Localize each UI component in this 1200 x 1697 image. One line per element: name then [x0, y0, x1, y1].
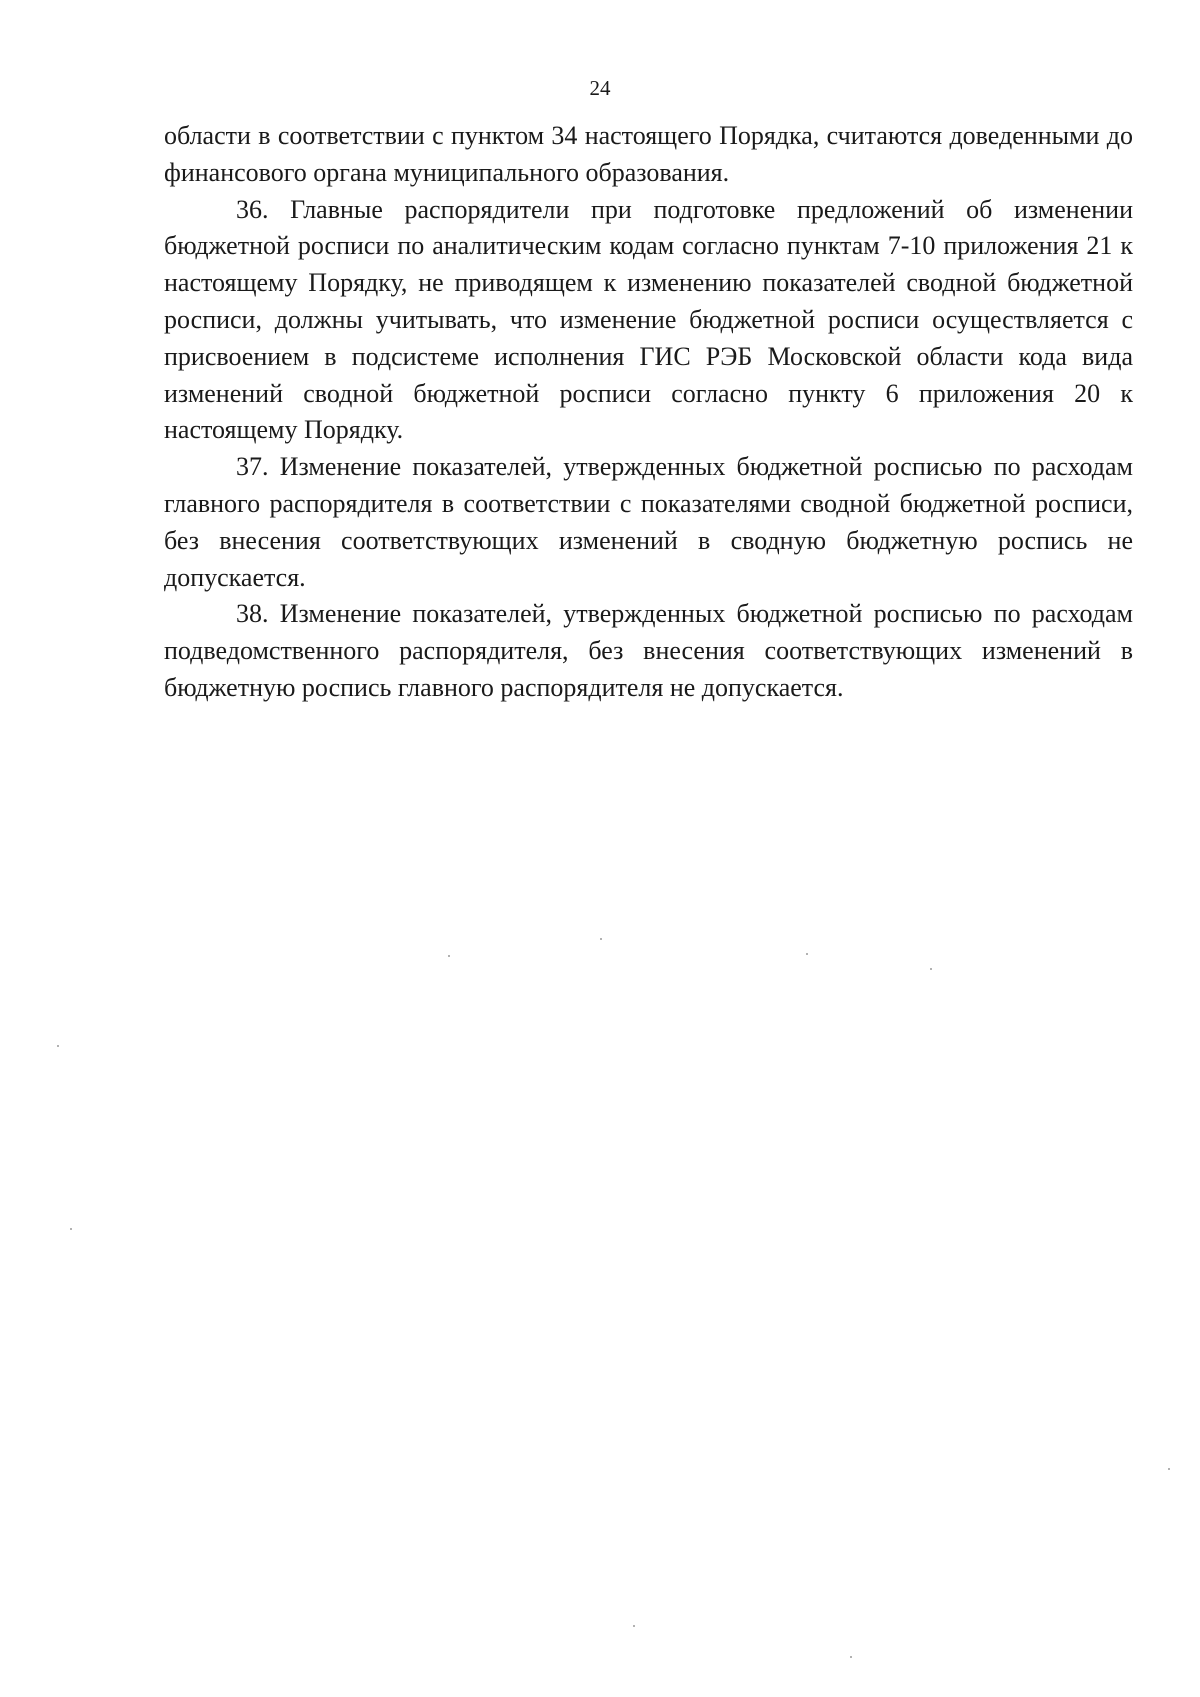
paragraph-continuation: области в соответствии с пунктом 34 настоящего Порядка, считаются доведенными до финансового органа муниципального образования.	[164, 121, 1133, 187]
paragraph-38: 38. Изменение показателей, утвержденных бюджетной росписью по расходам подведомственного распорядителя, без внесения соответствующих изменений в бюджетную роспись главного распорядителя не допускается.	[164, 599, 1133, 702]
page-number: 24	[589, 76, 611, 100]
scan-speck	[930, 968, 932, 970]
scan-speck	[806, 953, 808, 955]
scan-speck	[448, 955, 450, 957]
scan-speck	[633, 1625, 635, 1627]
scan-speck	[850, 1656, 852, 1658]
scan-speck	[70, 1228, 72, 1230]
scan-speck	[1168, 1468, 1170, 1470]
paragraph-37: 37. Изменение показателей, утвержденных бюджетной росписью по расходам главного распорядителя в соответствии с показателями сводной бюджетной росписи, без внесения соответствующих изменений в сводную бюджетную роспись не допускается.	[164, 452, 1133, 592]
scan-speck	[600, 938, 602, 940]
paragraph-36: 36. Главные распорядители при подготовке предложений об изменении бюджетной росписи по аналитическим кодам согласно пунктам 7-10 приложения 21 к настоящему Порядку, не приводящем к изменению показателей сводной бюджетной росписи, должны учитывать, что изменение бюджетной росписи осуществляется с присвоением в подсистеме исполнения ГИС РЭБ Московской области кода вида изменений сводной бюджетной росписи согласно пункту 6 приложения 20 к настоящему Порядку.	[164, 194, 1133, 445]
document-body	[164, 118, 1133, 707]
scan-speck	[57, 1045, 59, 1047]
